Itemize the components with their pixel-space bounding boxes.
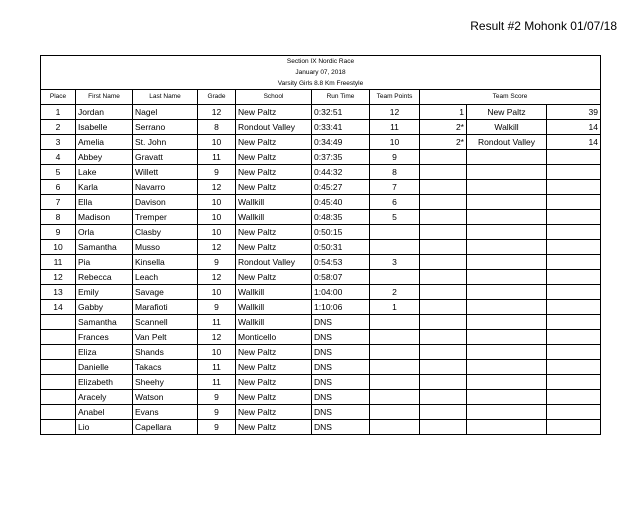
school-cell: New Paltz [236, 225, 312, 240]
place-cell: 12 [41, 270, 76, 285]
run-time-cell: DNS [312, 390, 370, 405]
banner-row-2 [41, 67, 601, 78]
team-name-cell [467, 345, 547, 360]
team-rank-cell [420, 360, 467, 375]
team-rank-cell [420, 300, 467, 315]
team-score-cell [547, 300, 601, 315]
team-score-cell [547, 240, 601, 255]
first-name-cell: Madison [76, 210, 133, 225]
team-name-cell [467, 420, 547, 435]
last-name-cell: Savage [133, 285, 198, 300]
banner-event: Varsity Girls 8.8 Km Freestyle [41, 78, 601, 90]
run-time-cell: 0:37:35 [312, 150, 370, 165]
run-time-cell: 0:58:07 [312, 270, 370, 285]
team-name-cell [467, 225, 547, 240]
first-name-cell: Isabelle [76, 120, 133, 135]
last-name-cell: Davison [133, 195, 198, 210]
school-cell: Wallkill [236, 285, 312, 300]
last-name-cell: Scannell [133, 315, 198, 330]
run-time-cell: 0:50:15 [312, 225, 370, 240]
run-time-cell: DNS [312, 330, 370, 345]
first-name-cell: Pia [76, 255, 133, 270]
school-cell: New Paltz [236, 135, 312, 150]
team-points-cell [370, 390, 420, 405]
table-row [41, 195, 601, 210]
run-time-cell: 1:10:06 [312, 300, 370, 315]
place-cell: 1 [41, 105, 76, 120]
team-rank-cell: 2* [420, 135, 467, 150]
first-name-cell: Danielle [76, 360, 133, 375]
grade-cell: 11 [198, 315, 236, 330]
team-points-cell: 12 [370, 105, 420, 120]
last-name-cell: St. John [133, 135, 198, 150]
place-cell: 14 [41, 300, 76, 315]
school-cell: New Paltz [236, 360, 312, 375]
table-row [41, 135, 601, 150]
team-score-cell [547, 390, 601, 405]
place-cell: 9 [41, 225, 76, 240]
place-cell: 2 [41, 120, 76, 135]
col-school: School [236, 90, 312, 105]
school-cell: New Paltz [236, 270, 312, 285]
team-name-cell: Rondout Valley [467, 135, 547, 150]
grade-cell: 9 [198, 165, 236, 180]
grade-cell: 9 [198, 405, 236, 420]
first-name-cell: Lake [76, 165, 133, 180]
school-cell: New Paltz [236, 240, 312, 255]
team-score-cell [547, 405, 601, 420]
grade-cell: 10 [198, 135, 236, 150]
first-name-cell: Gabby [76, 300, 133, 315]
team-points-cell: 11 [370, 120, 420, 135]
last-name-cell: Musso [133, 240, 198, 255]
grade-cell: 9 [198, 255, 236, 270]
first-name-cell: Emily [76, 285, 133, 300]
col-grade: Grade [198, 90, 236, 105]
first-name-cell: Aracely [76, 390, 133, 405]
school-cell: New Paltz [236, 165, 312, 180]
team-score-cell [547, 375, 601, 390]
last-name-cell: Sheehy [133, 375, 198, 390]
team-points-cell: 10 [370, 135, 420, 150]
team-score-cell [547, 345, 601, 360]
place-cell: 4 [41, 150, 76, 165]
team-rank-cell [420, 285, 467, 300]
place-cell: 7 [41, 195, 76, 210]
team-points-cell [370, 405, 420, 420]
table-row [41, 255, 601, 270]
last-name-cell: Leach [133, 270, 198, 285]
last-name-cell: Evans [133, 405, 198, 420]
team-rank-cell [420, 345, 467, 360]
col-team-points: Team Points [370, 90, 420, 105]
team-name-cell [467, 285, 547, 300]
last-name-cell: Clasby [133, 225, 198, 240]
team-points-cell: 7 [370, 180, 420, 195]
last-name-cell: Navarro [133, 180, 198, 195]
team-name-cell [467, 360, 547, 375]
place-cell [41, 420, 76, 435]
team-points-cell [370, 360, 420, 375]
place-cell: 6 [41, 180, 76, 195]
table-row [41, 375, 601, 390]
team-points-cell [370, 345, 420, 360]
run-time-cell: 0:32:51 [312, 105, 370, 120]
last-name-cell: Marafioti [133, 300, 198, 315]
col-last-name: Last Name [133, 90, 198, 105]
team-points-cell [370, 270, 420, 285]
run-time-cell: 0:45:40 [312, 195, 370, 210]
team-points-cell [370, 375, 420, 390]
header-row [41, 90, 601, 105]
team-points-cell [370, 330, 420, 345]
run-time-cell: DNS [312, 345, 370, 360]
run-time-cell: DNS [312, 360, 370, 375]
grade-cell: 12 [198, 270, 236, 285]
team-points-cell: 6 [370, 195, 420, 210]
team-points-cell: 9 [370, 150, 420, 165]
school-cell: New Paltz [236, 390, 312, 405]
first-name-cell: Samantha [76, 315, 133, 330]
table-row [41, 150, 601, 165]
team-points-cell: 1 [370, 300, 420, 315]
grade-cell: 9 [198, 390, 236, 405]
team-name-cell [467, 270, 547, 285]
last-name-cell: Nagel [133, 105, 198, 120]
team-rank-cell [420, 420, 467, 435]
team-name-cell [467, 390, 547, 405]
run-time-cell: 0:48:35 [312, 210, 370, 225]
team-points-cell: 3 [370, 255, 420, 270]
first-name-cell: Karla [76, 180, 133, 195]
table-row [41, 210, 601, 225]
run-time-cell: 1:04:00 [312, 285, 370, 300]
team-rank-cell [420, 255, 467, 270]
grade-cell: 10 [198, 345, 236, 360]
run-time-cell: 0:54:53 [312, 255, 370, 270]
team-points-cell [370, 225, 420, 240]
last-name-cell: Watson [133, 390, 198, 405]
place-cell [41, 360, 76, 375]
team-name-cell [467, 300, 547, 315]
place-cell [41, 345, 76, 360]
place-cell [41, 390, 76, 405]
team-rank-cell [420, 390, 467, 405]
first-name-cell: Elizabeth [76, 375, 133, 390]
last-name-cell: Takacs [133, 360, 198, 375]
team-rank-cell [420, 270, 467, 285]
team-rank-cell: 2* [420, 120, 467, 135]
team-name-cell [467, 210, 547, 225]
team-points-cell: 5 [370, 210, 420, 225]
table-row [41, 180, 601, 195]
grade-cell: 11 [198, 375, 236, 390]
first-name-cell: Anabel [76, 405, 133, 420]
grade-cell: 11 [198, 150, 236, 165]
team-score-cell [547, 165, 601, 180]
banner-row-3 [41, 78, 601, 90]
place-cell [41, 315, 76, 330]
first-name-cell: Jordan [76, 105, 133, 120]
run-time-cell: 0:45:27 [312, 180, 370, 195]
results-table [40, 55, 601, 435]
team-score-cell: 14 [547, 120, 601, 135]
first-name-cell: Eliza [76, 345, 133, 360]
grade-cell: 12 [198, 240, 236, 255]
team-score-cell [547, 180, 601, 195]
school-cell: Wallkill [236, 315, 312, 330]
page-title: Result #2 Mohonk 01/07/18 [470, 19, 617, 33]
last-name-cell: Shands [133, 345, 198, 360]
banner-row-1 [41, 56, 601, 68]
team-rank-cell [420, 210, 467, 225]
table-row [41, 120, 601, 135]
run-time-cell: 0:33:41 [312, 120, 370, 135]
last-name-cell: Capellara [133, 420, 198, 435]
last-name-cell: Willett [133, 165, 198, 180]
first-name-cell: Ella [76, 195, 133, 210]
col-run-time: Run Time [312, 90, 370, 105]
last-name-cell: Gravatt [133, 150, 198, 165]
table-row [41, 300, 601, 315]
grade-cell: 10 [198, 285, 236, 300]
table-row [41, 165, 601, 180]
team-rank-cell [420, 405, 467, 420]
team-rank-cell [420, 240, 467, 255]
school-cell: Wallkill [236, 210, 312, 225]
team-points-cell [370, 420, 420, 435]
team-name-cell [467, 165, 547, 180]
team-name-cell [467, 180, 547, 195]
team-rank-cell [420, 375, 467, 390]
team-score-cell [547, 360, 601, 375]
school-cell: Rondout Valley [236, 255, 312, 270]
last-name-cell: Tremper [133, 210, 198, 225]
school-cell: New Paltz [236, 420, 312, 435]
place-cell: 11 [41, 255, 76, 270]
team-name-cell [467, 375, 547, 390]
team-score-cell [547, 285, 601, 300]
team-name-cell: Walkill [467, 120, 547, 135]
team-score-cell [547, 420, 601, 435]
run-time-cell: DNS [312, 420, 370, 435]
grade-cell: 10 [198, 225, 236, 240]
team-score-cell [547, 270, 601, 285]
table-row [41, 405, 601, 420]
grade-cell: 12 [198, 180, 236, 195]
place-cell [41, 330, 76, 345]
team-score-cell [547, 210, 601, 225]
team-name-cell [467, 405, 547, 420]
place-cell [41, 375, 76, 390]
grade-cell: 12 [198, 330, 236, 345]
run-time-cell: DNS [312, 375, 370, 390]
team-score-cell [547, 255, 601, 270]
team-rank-cell: 1 [420, 105, 467, 120]
team-points-cell [370, 315, 420, 330]
last-name-cell: Serrano [133, 120, 198, 135]
first-name-cell: Rebecca [76, 270, 133, 285]
table-row [41, 420, 601, 435]
last-name-cell: Kinsella [133, 255, 198, 270]
team-rank-cell [420, 150, 467, 165]
team-rank-cell [420, 165, 467, 180]
run-time-cell: 0:34:49 [312, 135, 370, 150]
run-time-cell: 0:50:31 [312, 240, 370, 255]
team-name-cell [467, 195, 547, 210]
team-name-cell [467, 330, 547, 345]
school-cell: New Paltz [236, 150, 312, 165]
place-cell: 8 [41, 210, 76, 225]
team-score-cell: 39 [547, 105, 601, 120]
grade-cell: 9 [198, 420, 236, 435]
place-cell: 10 [41, 240, 76, 255]
place-cell [41, 405, 76, 420]
grade-cell: 12 [198, 105, 236, 120]
banner-date: January 07, 2018 [41, 67, 601, 78]
team-points-cell: 2 [370, 285, 420, 300]
grade-cell: 8 [198, 120, 236, 135]
col-place: Place [41, 90, 76, 105]
team-score-cell: 14 [547, 135, 601, 150]
col-first-name: First Name [76, 90, 133, 105]
school-cell: Rondout Valley [236, 120, 312, 135]
first-name-cell: Frances [76, 330, 133, 345]
team-name-cell [467, 150, 547, 165]
col-team-score: Team Score [420, 90, 601, 105]
table-row [41, 315, 601, 330]
first-name-cell: Lio [76, 420, 133, 435]
first-name-cell: Orla [76, 225, 133, 240]
school-cell: New Paltz [236, 345, 312, 360]
school-cell: New Paltz [236, 405, 312, 420]
team-name-cell [467, 255, 547, 270]
team-points-cell: 8 [370, 165, 420, 180]
last-name-cell: Van Pelt [133, 330, 198, 345]
first-name-cell: Samantha [76, 240, 133, 255]
school-cell: New Paltz [236, 375, 312, 390]
team-score-cell [547, 315, 601, 330]
school-cell: New Paltz [236, 180, 312, 195]
grade-cell: 10 [198, 210, 236, 225]
team-score-cell [547, 150, 601, 165]
table-row [41, 240, 601, 255]
team-rank-cell [420, 315, 467, 330]
table-row [41, 360, 601, 375]
school-cell: Wallkill [236, 300, 312, 315]
team-name-cell: New Paltz [467, 105, 547, 120]
run-time-cell: 0:44:32 [312, 165, 370, 180]
team-score-cell [547, 195, 601, 210]
grade-cell: 11 [198, 360, 236, 375]
table-row [41, 270, 601, 285]
banner-title: Section IX Nordic Race [41, 56, 601, 68]
table-row [41, 390, 601, 405]
team-rank-cell [420, 225, 467, 240]
table-row [41, 225, 601, 240]
first-name-cell: Abbey [76, 150, 133, 165]
table-row [41, 285, 601, 300]
run-time-cell: DNS [312, 315, 370, 330]
team-score-cell [547, 225, 601, 240]
grade-cell: 9 [198, 300, 236, 315]
table-row [41, 330, 601, 345]
place-cell: 5 [41, 165, 76, 180]
team-score-cell [547, 330, 601, 345]
table-row [41, 345, 601, 360]
school-cell: Monticello [236, 330, 312, 345]
team-rank-cell [420, 330, 467, 345]
table-row [41, 105, 601, 120]
team-points-cell [370, 240, 420, 255]
run-time-cell: DNS [312, 405, 370, 420]
team-name-cell [467, 240, 547, 255]
place-cell: 3 [41, 135, 76, 150]
first-name-cell: Amelia [76, 135, 133, 150]
team-rank-cell [420, 180, 467, 195]
school-cell: Wallkill [236, 195, 312, 210]
team-name-cell [467, 315, 547, 330]
school-cell: New Paltz [236, 105, 312, 120]
team-rank-cell [420, 195, 467, 210]
place-cell: 13 [41, 285, 76, 300]
grade-cell: 10 [198, 195, 236, 210]
